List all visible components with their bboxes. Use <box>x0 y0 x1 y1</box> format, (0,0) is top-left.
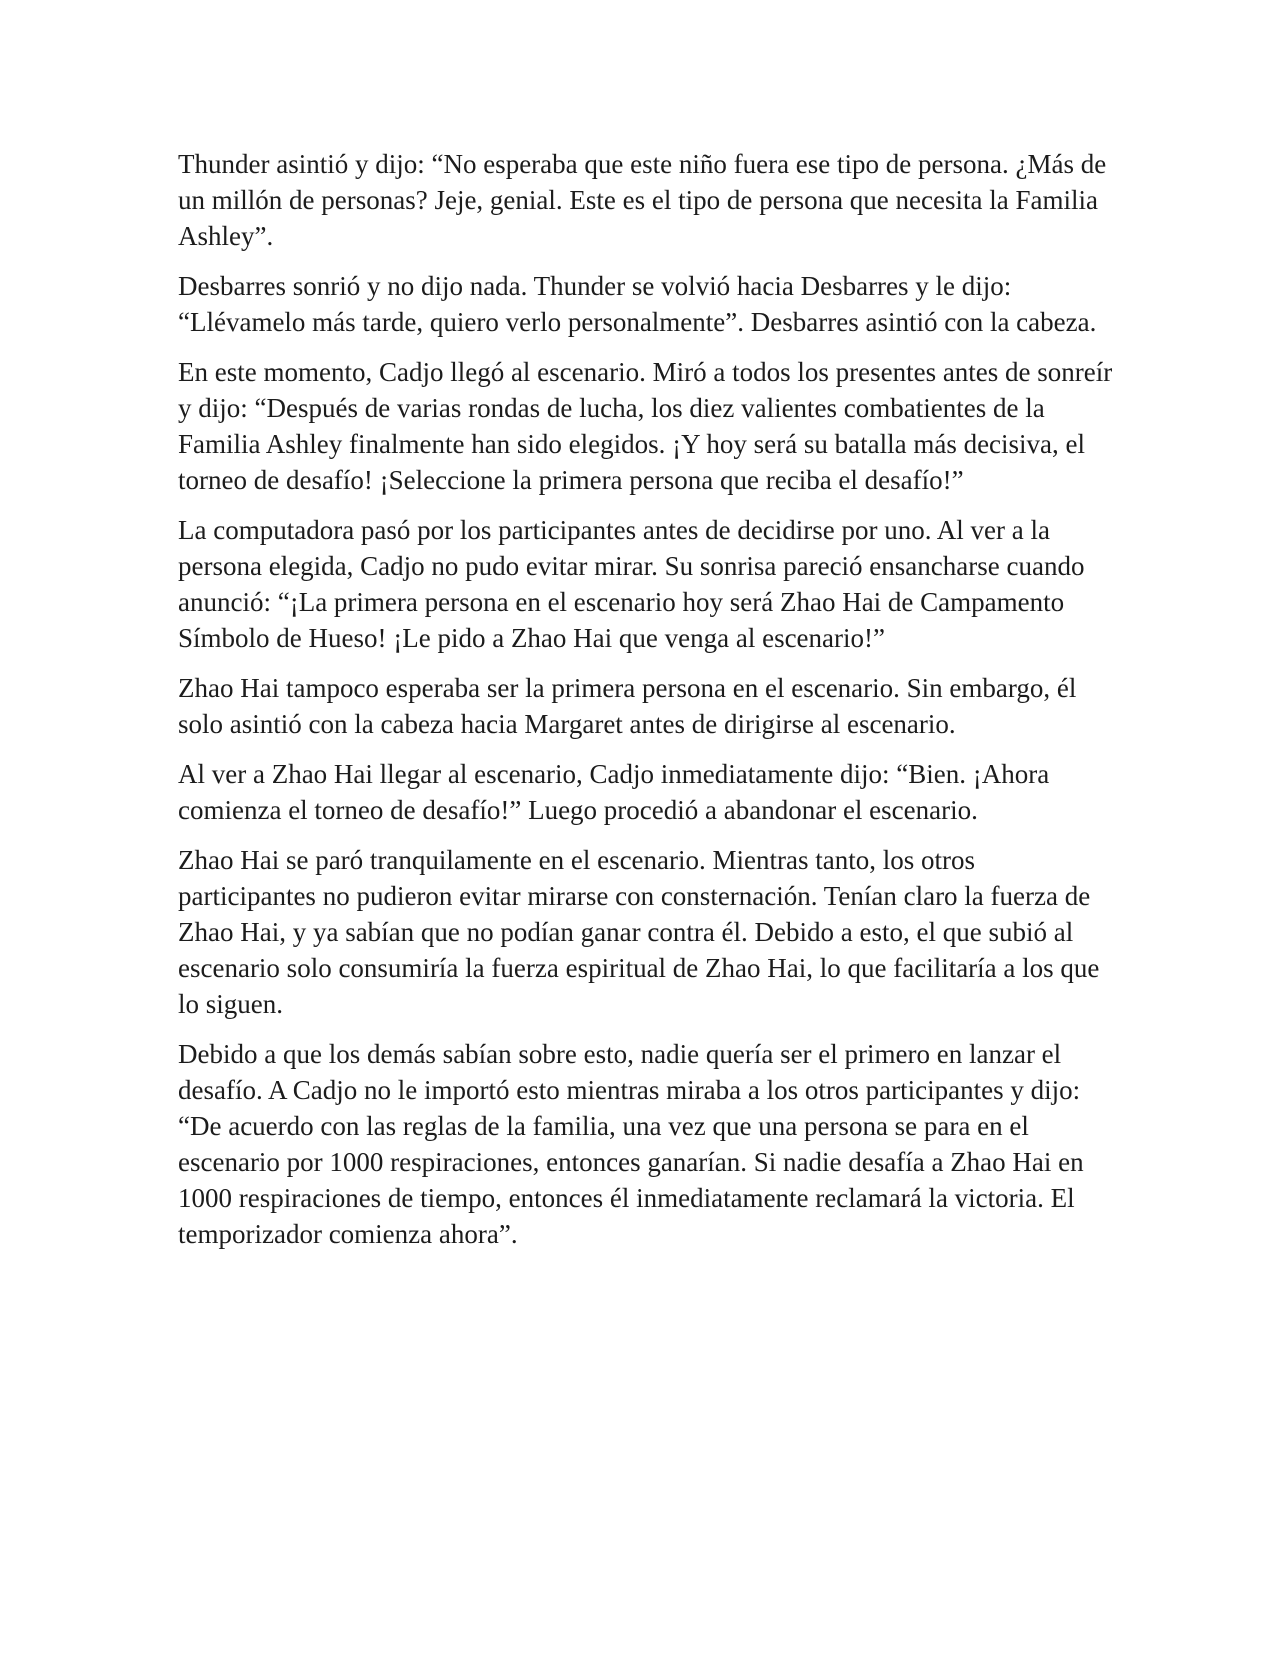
paragraph: En este momento, Cadjo llegó al escenario. Miró a todos los presentes antes de sonreír y dijo: “Después de varias rondas de lucha, los diez valientes combatientes de la Familia Ashley finalmente han sido elegidos. ¡Y hoy será su batalla más decisiva, el torneo de desafío! ¡Seleccione la primera persona que reciba el desafío!” <box>178 357 1113 495</box>
paragraph: Desbarres sonrió y no dijo nada. Thunder se volvió hacia Desbarres y le dijo: “Llévamelo más tarde, quiero verlo personalmente”. Desbarres asintió con la cabeza. <box>178 271 1097 337</box>
document-body <box>178 146 1113 1266</box>
paragraph: Zhao Hai tampoco esperaba ser la primera persona en el escenario. Sin embargo, él solo asintió con la cabeza hacia Margaret antes de dirigirse al escenario. <box>178 673 1077 739</box>
paragraph: Debido a que los demás sabían sobre esto, nadie quería ser el primero en lanzar el desafío. A Cadjo no le importó esto mientras miraba a los otros participantes y dijo: “De acuerdo con las reglas de la familia, una vez que una persona se para en el escenario por 1000 respiraciones, entonces ganarían. Si nadie desafía a Zhao Hai en 1000 respiraciones de tiempo, entonces él inmediatamente reclamará la victoria. El temporizador comienza ahora”. <box>178 1039 1084 1249</box>
paragraph: Thunder asintió y dijo: “No esperaba que este niño fuera ese tipo de persona. ¿Más de un millón de personas? Jeje, genial. Este es el tipo de persona que necesita la Familia Ashley”. <box>178 149 1107 251</box>
paragraph: La computadora pasó por los participantes antes de decidirse por uno. Al ver a la persona elegida, Cadjo no pudo evitar mirar. Su sonrisa pareció ensancharse cuando anunció: “¡La primera persona en el escenario hoy será Zhao Hai de Campamento Símbolo de Hueso! ¡Le pido a Zhao Hai que venga al escenario!” <box>178 515 1085 653</box>
paragraph: Al ver a Zhao Hai llegar al escenario, Cadjo inmediatamente dijo: “Bien. ¡Ahora comienza el torneo de desafío!” Luego procedió a abandonar el escenario. <box>178 759 1050 825</box>
paragraph: Zhao Hai se paró tranquilamente en el escenario. Mientras tanto, los otros participantes no pudieron evitar mirarse con consternación. Tenían claro la fuerza de Zhao Hai, y ya sabían que no podían ganar contra él. Debido a esto, el que subió al escenario solo consumiría la fuerza espiritual de Zhao Hai, lo que facilitaría a los que lo siguen. <box>178 845 1100 1019</box>
